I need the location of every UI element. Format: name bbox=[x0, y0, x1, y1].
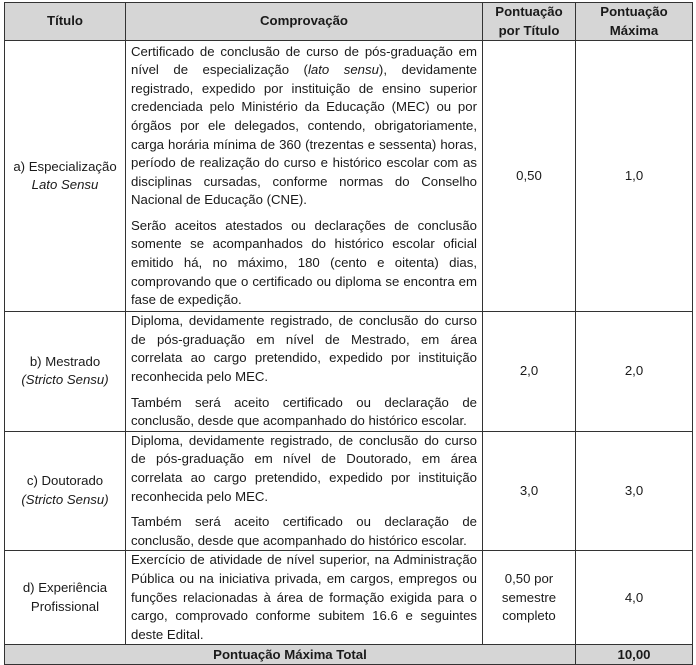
comprovacao-paragraph-2: Serão aceitos atestados ou declarações de conclusão somente se acompanhados do histórico escolar oficial emitido há, no máximo, 180 (cento e oitenta) dias, comprovando que o certificado ou diploma se encontra em fase de expedição. bbox=[131, 217, 477, 308]
row-title-main: b) Mestrado bbox=[29, 353, 101, 369]
total-row bbox=[5, 645, 693, 665]
comprovacao-paragraph-2: Também será aceito certificado ou declaração de conclusão, desde que acompanhado do histórico escolar. bbox=[131, 394, 477, 429]
row-title-sub: Lato Sensu bbox=[31, 177, 99, 193]
row-title: d) Experiência Profissional bbox=[5, 551, 126, 645]
total-value: 10,00 bbox=[576, 645, 693, 665]
header-row bbox=[5, 3, 693, 41]
row-pontuacao-maxima: 3,0 bbox=[576, 431, 693, 551]
comprovacao-text: Certificado de conclusão de curso de pós-graduação em nível de especialização ( bbox=[131, 43, 477, 78]
header-titulo: Título bbox=[5, 3, 126, 41]
comprovacao-paragraph-2: Também será aceito certificado ou declaração de conclusão, desde que acompanhado do histórico escolar. bbox=[131, 514, 477, 548]
header-pontuacao-maxima: Pontuação Máxima bbox=[576, 3, 693, 41]
table-footer bbox=[5, 645, 693, 665]
row-title-sub: (Stricto Sensu) bbox=[21, 372, 109, 388]
row-comprovacao bbox=[126, 551, 483, 645]
table-row-experiencia bbox=[5, 551, 693, 645]
scoring-table bbox=[4, 2, 693, 665]
table-body bbox=[5, 41, 693, 645]
comprovacao-paragraph-1: Diploma, devidamente registrado, de conclusão do curso de pós-graduação em nível de Mestrado, em área correlata ao cargo pretendido, expedido por instituição reconhecida pelo MEC. bbox=[131, 313, 477, 384]
row-title bbox=[5, 41, 126, 312]
row-title-main: c) Doutorado bbox=[26, 473, 104, 489]
row-title-main: a) Especialização bbox=[13, 158, 117, 174]
header-pontuacao-por-titulo: Pontuação por Título bbox=[483, 3, 576, 41]
table-row-doutorado bbox=[5, 431, 693, 551]
row-pontuacao-maxima: 4,0 bbox=[576, 551, 693, 645]
comprovacao-text: ), devidamente registrado, expedido por instituição de ensino superior credenciada pelo Ministério da Educação (MEC) ou por órgãos por ele delegados, contendo, obrigatoriamente, carga horária mínima de 360 (trezentas e sessenta) horas, período de realização do curso e histórico escolar com as disciplinas cursadas, conforme normas do Conselho Nacional de Educação (CNE). bbox=[131, 62, 477, 208]
row-pontuacao-maxima: 2,0 bbox=[576, 312, 693, 432]
comprovacao-paragraph-1 bbox=[131, 43, 477, 210]
table-row-mestrado bbox=[5, 312, 693, 432]
row-title bbox=[5, 431, 126, 551]
total-label: Pontuação Máxima Total bbox=[5, 645, 576, 665]
row-comprovacao bbox=[126, 41, 483, 312]
comprovacao-paragraph-1: Exercício de atividade de nível superior, na Administração Pública ou na iniciativa privada, em cargos, empregos ou funções relacionadas à área de formação exigida para o cargo, comprovado conforme subitem 16.6 e seguintes deste Edital. bbox=[131, 552, 477, 642]
row-comprovacao bbox=[126, 431, 483, 551]
comprovacao-emphasis: lato sensu bbox=[307, 62, 379, 78]
row-pontuacao-por-titulo: 2,0 bbox=[483, 312, 576, 432]
header-comprovacao: Comprovação bbox=[126, 3, 483, 41]
row-pontuacao-maxima: 1,0 bbox=[576, 41, 693, 312]
row-pontuacao-por-titulo: 3,0 bbox=[483, 431, 576, 551]
comprovacao-paragraph-1: Diploma, devidamente registrado, de conclusão do curso de pós-graduação em nível de Doutorado, em área correlata ao cargo pretendido, expedido por instituição reconhecida pelo MEC. bbox=[131, 432, 477, 504]
row-comprovacao bbox=[126, 312, 483, 432]
table-header bbox=[5, 3, 693, 41]
table-row-especializacao bbox=[5, 41, 693, 312]
row-title-sub: (Stricto Sensu) bbox=[21, 492, 109, 508]
row-title bbox=[5, 312, 126, 432]
row-pontuacao-por-titulo: 0,50 por semestre completo bbox=[483, 551, 576, 645]
row-pontuacao-por-titulo: 0,50 bbox=[483, 41, 576, 312]
